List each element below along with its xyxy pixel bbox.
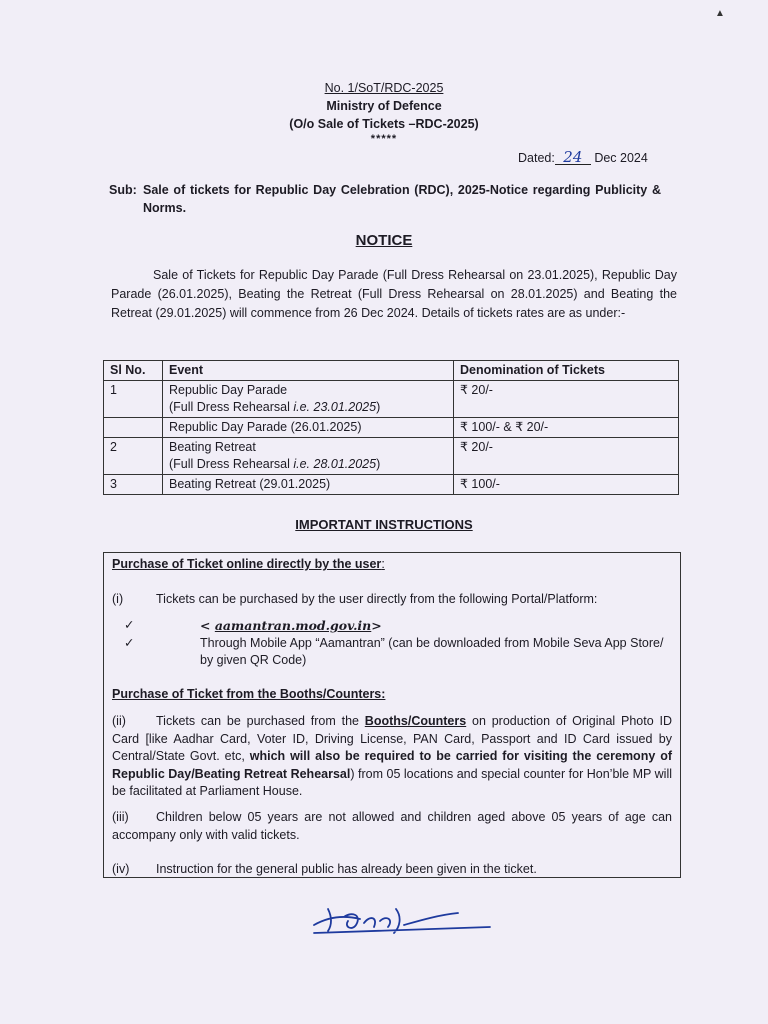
signature <box>308 895 508 945</box>
date-label: Dated: <box>518 151 555 165</box>
portal-item: ✓ < aamantran.mod.gov.in> <box>124 618 382 633</box>
handwritten-day: 24 <box>555 150 591 165</box>
instruction-text: Tickets can be purchased by the user directly from the following Portal/Platform: <box>156 592 598 606</box>
event-name: Republic Day Parade <box>169 383 288 397</box>
intro-paragraph: Sale of Tickets for Republic Day Parade (Full Dress Rehearsal on 23.01.2025), Republic Day Parade (26.01.2025), Beating the Retreat (Full Dress Rehearsal on 28.01.2025) and Beating the Retreat (29.01.2025) will commence from 26 Dec 2024. Details of tickets rates are as under:- <box>111 268 677 320</box>
cell-event <box>163 381 454 418</box>
instructions-box <box>103 552 681 878</box>
col-header-event: Event <box>163 361 454 381</box>
instructions-title: IMPORTANT INSTRUCTIONS <box>295 517 473 532</box>
header-stars: ***** <box>370 133 398 145</box>
office-name: (O/o Sale of Tickets –RDC-2025) <box>289 117 479 131</box>
cell-sl: 3 <box>104 475 163 495</box>
notice-title: NOTICE <box>355 232 413 249</box>
ticket-rates-table <box>103 360 679 495</box>
col-header-sl: Sl No. <box>104 361 163 381</box>
cell-price: ₹ 20/- <box>454 438 679 475</box>
cell-event: Republic Day Parade (26.01.2025) <box>163 418 454 438</box>
event-name: Beating Retreat <box>169 440 256 454</box>
cell-event <box>163 438 454 475</box>
table-row <box>104 381 679 418</box>
portal-link[interactable]: aamantran.mod.gov.in <box>214 618 372 633</box>
table-row <box>104 475 679 495</box>
cell-sl: 2 <box>104 438 163 475</box>
cell-price: ₹ 100/- & ₹ 20/- <box>454 418 679 438</box>
corner-mark: ▲ <box>715 8 725 19</box>
cell-price: ₹ 100/- <box>454 475 679 495</box>
table-row <box>104 418 679 438</box>
instruction-number: (i) <box>112 592 124 606</box>
subject-line <box>109 181 661 217</box>
cell-event: Beating Retreat (29.01.2025) <box>163 475 454 495</box>
table-header-row <box>104 361 679 381</box>
booths-heading: Purchase of Ticket from the Booths/Counters: <box>112 687 386 701</box>
cell-price: ₹ 20/- <box>454 381 679 418</box>
date-rest: Dec 2024 <box>594 151 648 165</box>
subject-text: Sale of tickets for Republic Day Celebration (RDC), 2025-Notice regarding Publicity & Norms. <box>143 183 661 215</box>
cell-sl: 1 <box>104 381 163 418</box>
instruction-iii: (iii) Children below 05 years are not allowed and children aged above 05 years of age can accompany only with valid tickets. <box>112 810 672 842</box>
app-item <box>124 635 664 669</box>
event-subtext: (Full Dress Rehearsal i.e. 23.01.2025) <box>169 400 381 414</box>
check-icon: ✓ <box>124 618 135 632</box>
table-row <box>104 438 679 475</box>
cell-sl <box>104 418 163 438</box>
date-line <box>518 150 648 165</box>
reference-number: No. 1/SoT/RDC-2025 <box>324 81 444 95</box>
col-header-denomination: Denomination of Tickets <box>454 361 679 381</box>
app-text: Through Mobile App “Aamantran” (can be downloaded from Mobile Seva App Store/ by given QR Code) <box>200 636 664 667</box>
ministry-name: Ministry of Defence <box>326 99 442 113</box>
instruction-iv: (iv) Instruction for the general public has already been given in the ticket. <box>112 862 537 876</box>
online-heading: Purchase of Ticket online directly by the user: <box>112 557 385 571</box>
instruction-ii: (ii) Tickets can be purchased from the Booths/Counters on production of Original Photo ID Card [like Aadhar Card, Voter ID, Driving License, PAN Card, Passport and ID Card issued by Central/State Govt. etc, which will also be required to be carried for visiting the ceremony of Republic Day/Beating Retreat Rehearsal) from 05 locations and special counter for Hon’ble MP will be facilitated at Parliament House. <box>112 714 672 798</box>
check-icon: ✓ <box>124 636 135 650</box>
event-subtext: (Full Dress Rehearsal i.e. 28.01.2025) <box>169 457 381 471</box>
instruction-i <box>112 591 672 609</box>
subject-label: Sub: <box>109 183 137 197</box>
